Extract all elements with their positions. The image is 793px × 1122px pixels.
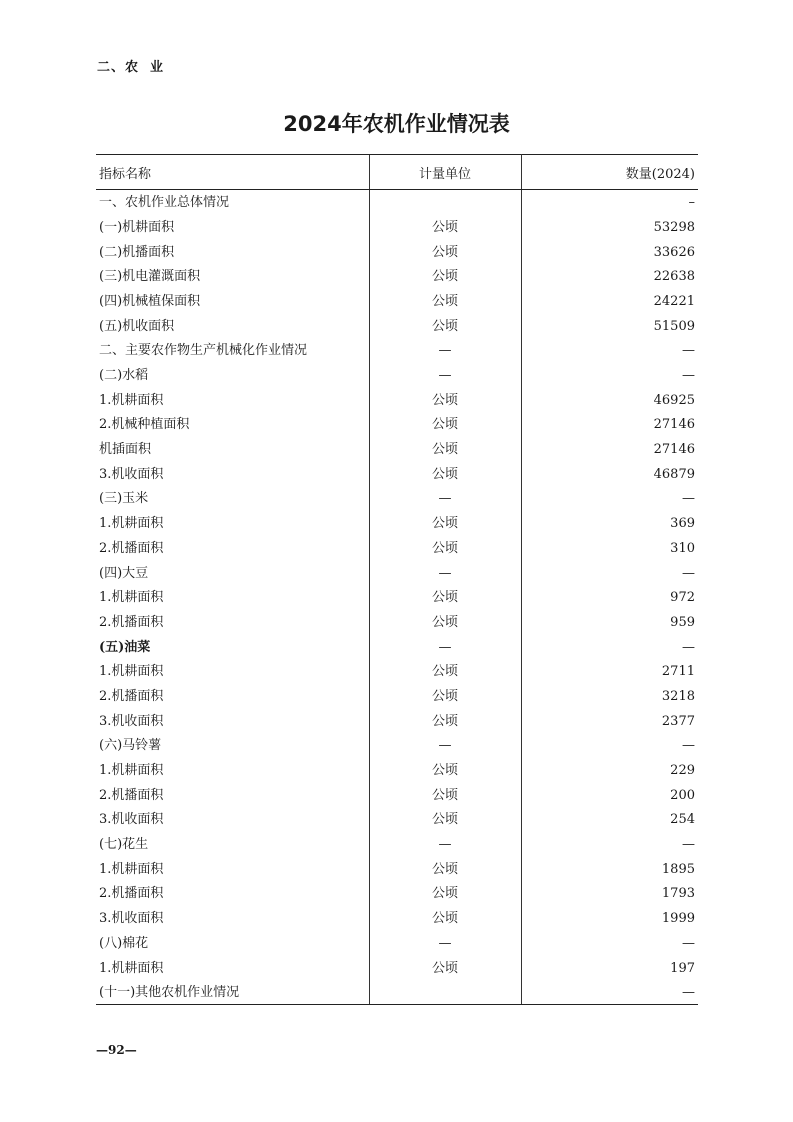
unit-cell: 公顷 [369,659,521,684]
unit-cell: 公顷 [369,510,521,535]
value-cell: 3218 [661,688,695,704]
value-cell: — [682,935,695,951]
value-cell: 27146 [653,442,695,458]
value-cell: — [682,738,695,754]
unit-cell: 公顷 [369,757,521,782]
indicator-name-cell: (四)机械植保面积 [99,293,201,309]
unit-cell: 公顷 [369,856,521,881]
indicator-name-cell: 2.机播面积 [99,787,164,803]
indicator-name-cell: (十一)其他农机作业情况 [96,980,369,1005]
indicator-name-cell: 1.机耕面积 [99,763,164,778]
table-row [96,609,698,634]
value-cell: 27146 [653,417,695,433]
table-row [96,807,698,832]
indicator-name-cell: (三)玉米 [99,491,149,507]
indicator-name-cell: 2.机播面积 [99,886,164,902]
unit-cell: 公顷 [369,387,521,412]
value-cell: 972 [670,590,695,606]
value-cell: — [521,980,698,1005]
indicator-name-cell: 1.机耕面积 [99,590,164,606]
unit-cell: — [369,362,521,387]
table-row [96,634,698,659]
table-row [96,585,698,610]
indicator-name-cell: 1.机耕面积 [99,861,164,877]
table-row [96,856,698,881]
indicator-name-cell: (四)大豆 [99,565,149,581]
value-cell: 2377 [661,713,695,729]
page-number: —92— [96,1043,137,1057]
value-cell: 200 [670,787,695,803]
indicator-name-cell: (八)棉花 [99,935,149,951]
unit-cell [369,980,521,1005]
value-cell: 1999 [661,911,695,927]
indicator-name-cell: 3.机收面积 [99,466,164,482]
table-row [96,362,698,387]
indicator-name-cell: 二、主要农作物生产机械化作业情况 [99,343,308,359]
header-unit: 计量单位 [369,155,521,190]
table-row [96,214,698,239]
value-cell: — [682,368,695,383]
value-cell: — [682,837,695,853]
value-cell: — [682,491,695,507]
table-row [96,288,698,313]
value-cell: 310 [670,540,695,556]
unit-cell: 公顷 [369,683,521,708]
unit-cell: — [369,733,521,758]
table-row [96,338,698,363]
unit-cell: 公顷 [369,609,521,634]
page-title: 2024年农机作业情况表 [283,112,510,136]
unit-cell: 公顷 [369,955,521,980]
value-cell: 254 [670,812,695,828]
unit-cell: — [369,831,521,856]
unit-cell: — [369,930,521,955]
table-row [96,387,698,412]
indicator-name-cell: 1.机耕面积 [99,516,164,532]
unit-cell: 公顷 [369,708,521,733]
value-cell: 46879 [653,466,695,482]
table-body [96,190,698,1005]
indicator-name-cell: (六)马铃薯 [99,738,162,754]
unit-cell: 公顷 [369,807,521,832]
value-cell: 53298 [653,219,695,235]
indicator-name-cell: 机插面积 [99,442,152,458]
value-cell: — [682,343,695,359]
table-row [96,980,698,1005]
unit-cell: 公顷 [369,905,521,930]
unit-cell: 公顷 [369,288,521,313]
section-header: 二、农 业 [97,60,165,75]
table-row [96,560,698,585]
value-cell: 46925 [653,392,695,408]
indicator-name-cell: (一)机耕面积 [99,219,175,235]
unit-cell: 公顷 [369,412,521,437]
value-cell: — [682,639,695,655]
table-row [96,930,698,955]
indicator-name-cell: 2.机播面积 [99,540,164,556]
value-cell: 229 [670,763,695,778]
indicator-name-cell: 1.机耕面积 [99,392,164,408]
unit-cell: — [369,486,521,511]
indicator-name-cell: 3.机收面积 [99,911,164,927]
value-cell: 33626 [653,244,695,260]
table-row [96,486,698,511]
unit-cell: — [369,560,521,585]
table-row [96,831,698,856]
value-cell: 369 [670,516,695,532]
indicator-name-cell: 1.机耕面积 [99,664,164,680]
table-row [96,659,698,684]
table-row [96,412,698,437]
unit-cell: 公顷 [369,585,521,610]
unit-cell [369,190,521,215]
table-row [96,436,698,461]
table-row [96,510,698,535]
indicator-name-cell: 2.机播面积 [99,614,164,630]
value-cell: 51509 [653,318,695,334]
indicator-name-cell: 2.机播面积 [99,688,164,704]
table-row [96,881,698,906]
table-row [96,190,698,215]
unit-cell: 公顷 [369,881,521,906]
table-row [96,905,698,930]
unit-cell: 公顷 [369,239,521,264]
table-row [96,955,698,980]
unit-cell: 公顷 [369,782,521,807]
indicator-name-cell: (七)花生 [99,837,149,853]
indicator-name-cell: (二)机播面积 [99,244,175,260]
value-cell: 1793 [661,886,695,902]
value-cell: — [682,565,695,581]
table-row [96,708,698,733]
value-cell: 959 [670,614,695,630]
unit-cell: 公顷 [369,535,521,560]
indicator-name-cell: (五)机收面积 [99,318,175,334]
unit-cell: — [369,338,521,363]
unit-cell: 公顷 [369,436,521,461]
table-row [96,683,698,708]
unit-cell: 公顷 [369,461,521,486]
unit-cell: 公顷 [369,214,521,239]
table-row [96,535,698,560]
table-row [96,757,698,782]
unit-cell: 公顷 [369,313,521,338]
statistics-table [96,154,698,1005]
indicator-name-cell: (五)油菜 [99,639,151,655]
indicator-name-cell: 3.机收面积 [99,812,164,828]
table-row [96,239,698,264]
table-row [96,733,698,758]
table-row [96,461,698,486]
table-header-row [96,155,698,190]
table-row [96,264,698,289]
indicator-name-cell: 1.机耕面积 [99,960,164,976]
value-cell: 24221 [653,293,695,309]
value-cell: 1895 [661,861,695,877]
table-row [96,782,698,807]
table-row [96,313,698,338]
value-cell: – [688,195,695,211]
indicator-name-cell: 一、农机作业总体情况 [99,195,230,211]
value-cell: 197 [670,960,695,976]
value-cell: 22638 [653,269,695,285]
value-cell: 2711 [661,664,695,680]
indicator-name-cell: (三)机电灌溉面积 [99,269,201,285]
unit-cell: 公顷 [369,264,521,289]
header-value: 数量(2024) [521,155,698,190]
unit-cell: — [369,634,521,659]
header-indicator-name: 指标名称 [96,155,369,190]
indicator-name-cell: 2.机械种植面积 [99,417,190,433]
indicator-name-cell: 3.机收面积 [99,713,164,729]
indicator-name-cell: (二)水稻 [99,368,149,383]
